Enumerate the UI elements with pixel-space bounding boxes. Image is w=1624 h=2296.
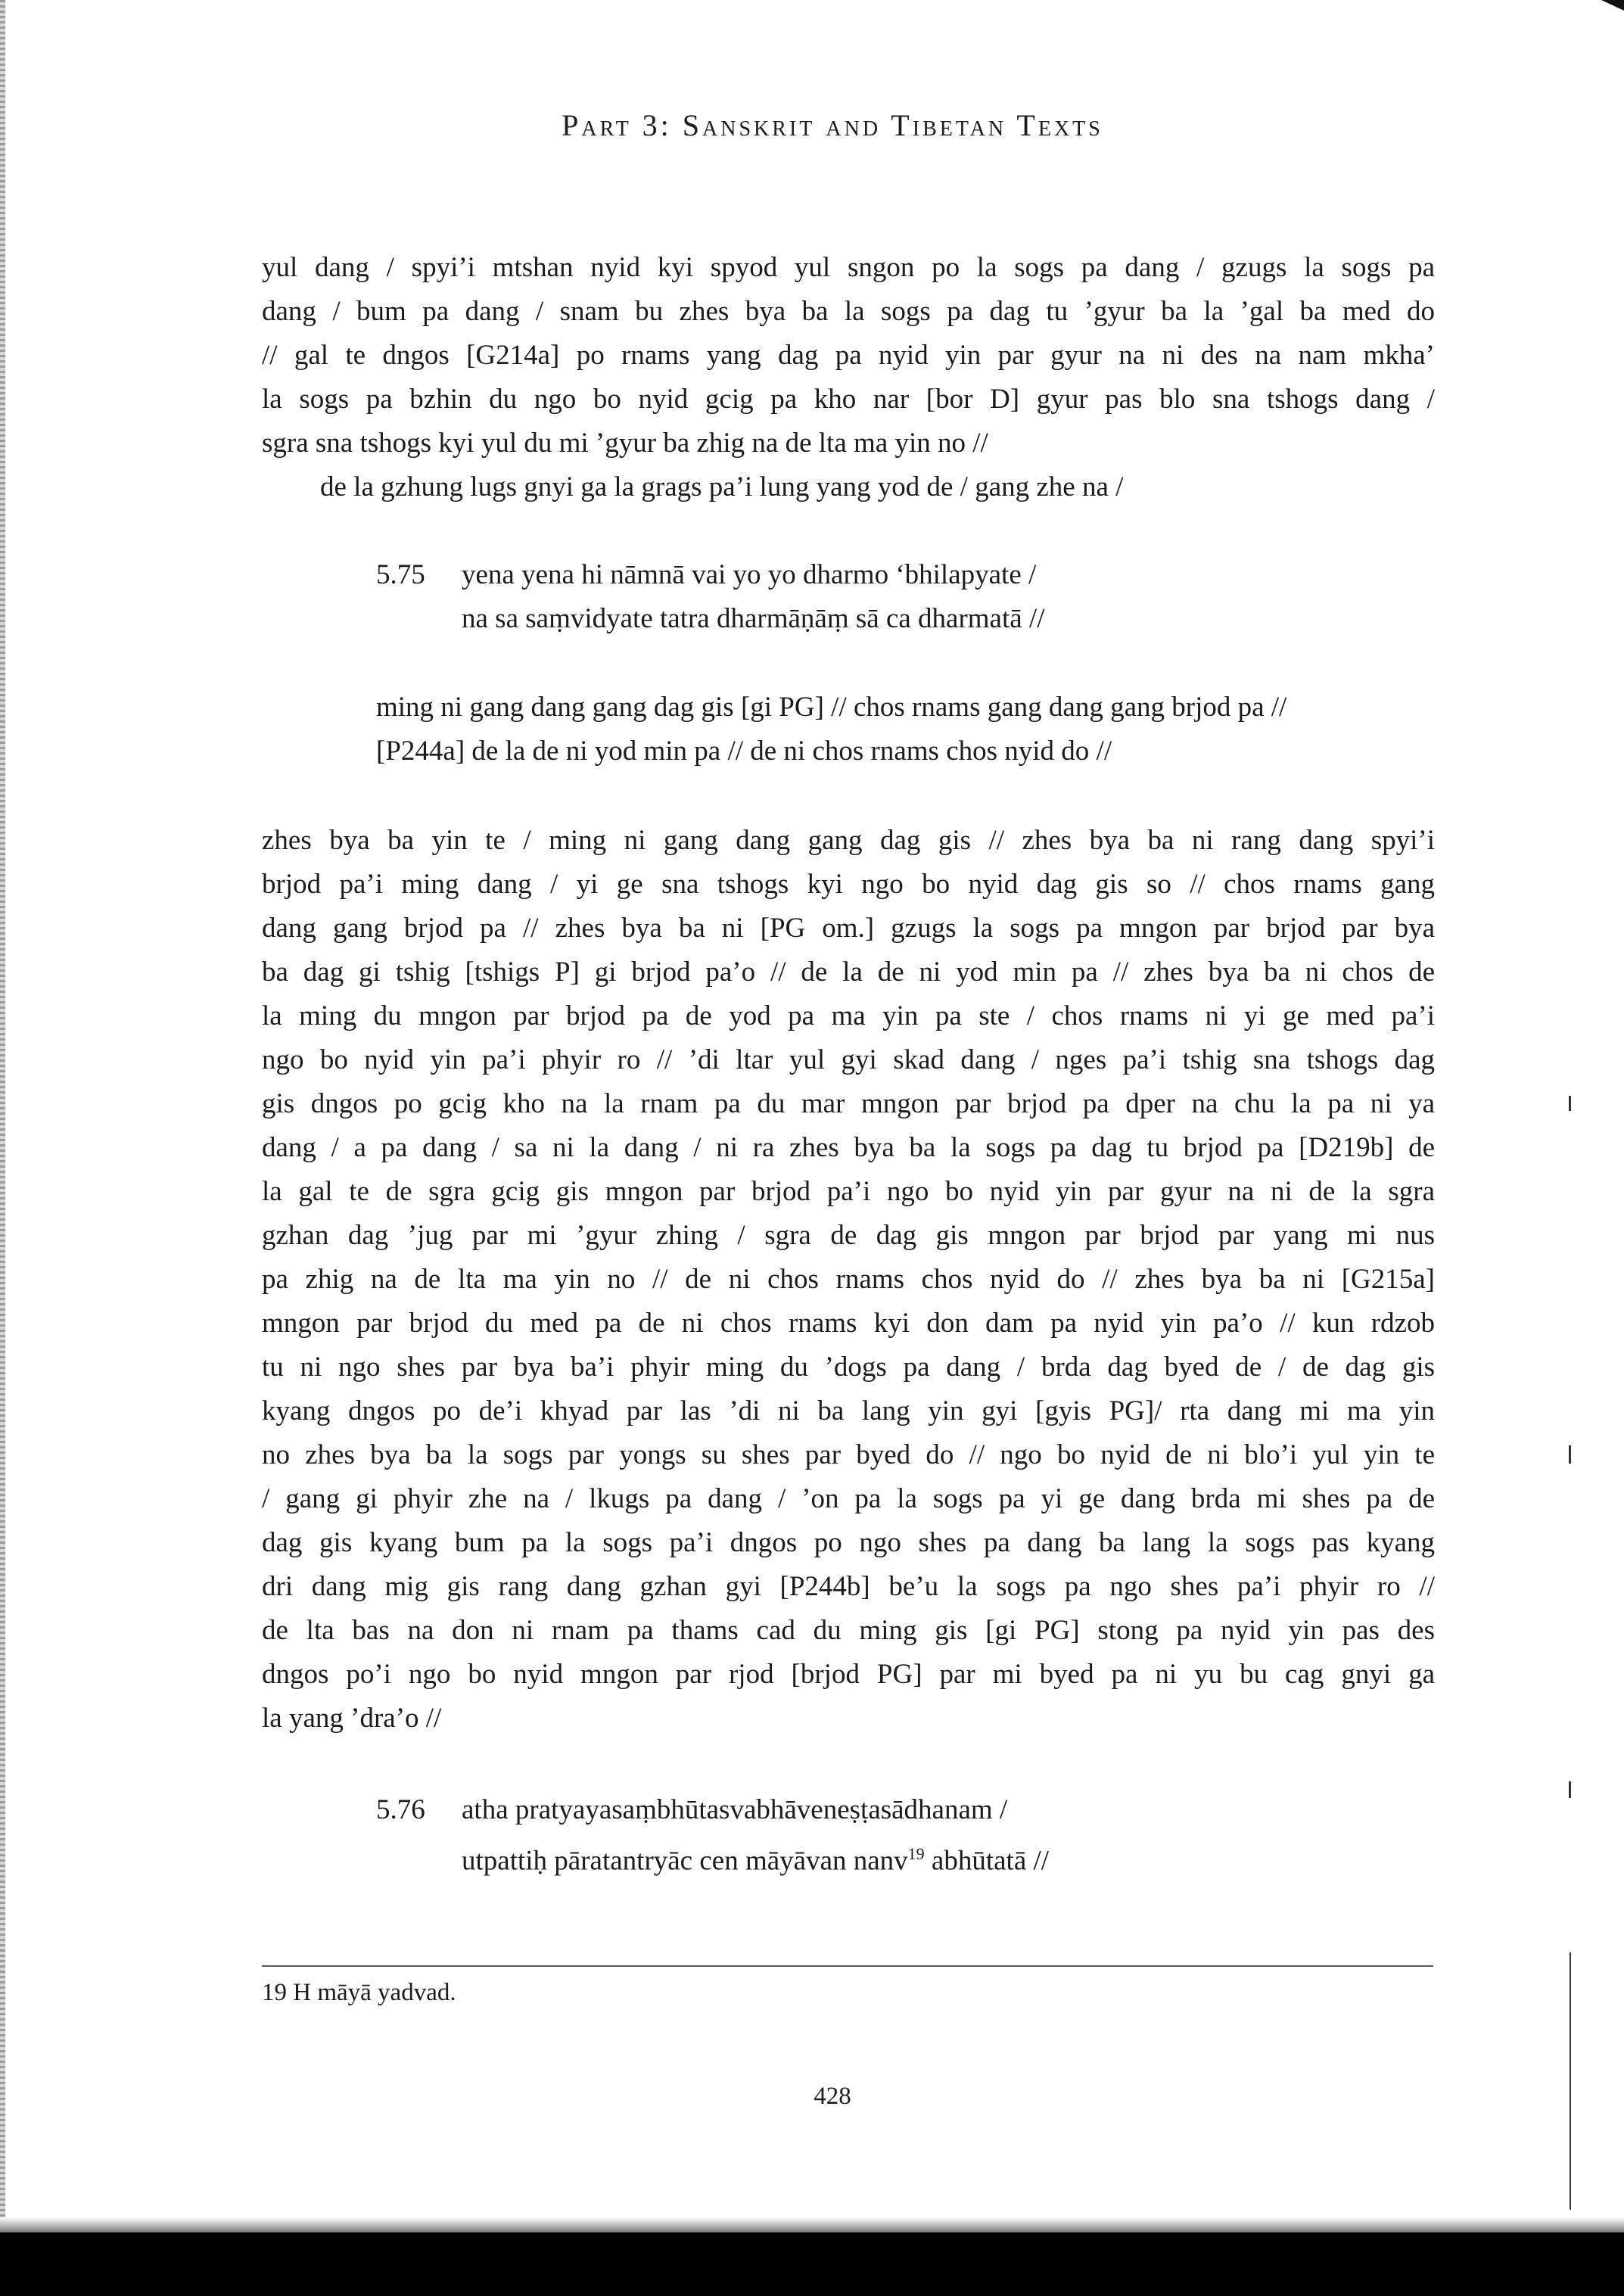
paragraph-1-lines bbox=[262, 246, 1435, 465]
text-line: dang / a pa dang / sa ni la dang / ni ra zhes bya ba la sogs pa dag tu brjod pa [D219b] de bbox=[262, 1132, 1435, 1163]
tibetan-translation-5-75 bbox=[376, 686, 1451, 773]
verse-number: 5.76 bbox=[376, 1794, 425, 1825]
verse-text: yena yena hi nāmnā vai yo yo dharmo ‘bhilapyate / bbox=[462, 559, 1037, 590]
text-line: sgra sna tshogs kyi yul du mi ’gyur ba zhig na de lta ma yin no // bbox=[262, 428, 988, 459]
verse-number-spacer bbox=[376, 597, 462, 641]
text-line: mngon par brjod du med pa de ni chos rnams kyi don dam pa nyid yin pa’o // kun rdzob bbox=[262, 1308, 1435, 1339]
paragraph-1 bbox=[262, 246, 1435, 509]
text-line: pa zhig na de lta ma yin no // de ni chos rnams chos nyid do // zhes bya ba ni [G215a] bbox=[262, 1264, 1435, 1295]
verse-line bbox=[376, 553, 1466, 597]
text-line: dang / bum pa dang / snam bu zhes bya ba la sogs pa dag tu ’gyur ba la ’gal ba med do bbox=[262, 296, 1435, 327]
footnote-text: H māyā yadvad. bbox=[293, 1979, 456, 2006]
text-line: // gal te dngos [G214a] po rnams yang dag pa nyid yin par gyur na ni des na nam mkha’ bbox=[262, 340, 1435, 371]
verse-number-spacer bbox=[376, 1832, 462, 1883]
verse-text: atha pratyayasaṃbhūtasvabhāveneṣṭasādhanam / bbox=[462, 1794, 1008, 1825]
verse-line bbox=[376, 1832, 1466, 1883]
text-line: la ming du mngon par brjod pa de yod pa ma yin pa ste / chos rnams ni yi ge med pa’i bbox=[262, 1000, 1435, 1031]
text-line: la gal te de sgra gcig gis mngon par brjod pa’i ngo bo nyid yin par gyur na ni de la sgra bbox=[262, 1176, 1435, 1207]
text-line: la yang ’dra’o // bbox=[262, 1703, 442, 1734]
translation-line: ming ni gang dang gang dag gis [gi PG] // chos rnams gang dang gang brjod pa // bbox=[376, 692, 1287, 723]
text-line: kyang dngos po de’i khyad par las ’di ni ba lang yin gyi [gyis PG]/ rta dang mi ma yin bbox=[262, 1395, 1435, 1426]
verse-text: na sa saṃvidyate tatra dharmāṇāṃ sā ca dharmatā // bbox=[462, 603, 1045, 634]
verse-line bbox=[376, 1788, 1466, 1832]
verse-number: 5.75 bbox=[376, 559, 425, 590]
running-head: Part 3: Sanskrit and Tibetan Texts bbox=[562, 108, 1103, 142]
footnote-rule bbox=[262, 1965, 1433, 1967]
scan-margin-mark bbox=[1569, 1445, 1571, 1464]
text-line: ba dag gi tshig [tshigs P] gi brjod pa’o // de la de ni yod min pa // zhes bya ba ni chos de bbox=[262, 957, 1435, 988]
text-line: dag gis kyang bum pa la sogs pa’i dngos po ngo shes pa dang ba lang la sogs pas kyang bbox=[262, 1527, 1435, 1558]
footnote bbox=[262, 1971, 456, 2014]
scan-corner-mark bbox=[1601, 0, 1624, 11]
verse-text-part: abhūtatā // bbox=[924, 1845, 1050, 1877]
text-line: la sogs pa bzhin du ngo bo nyid gcig pa kho nar [bor D] gyur pas blo sna tshogs dang / bbox=[262, 384, 1435, 415]
verse-5-75 bbox=[376, 553, 1466, 641]
text-line: de lta bas na don ni rnam pa thams cad du ming gis [gi PG] stong pa nyid yin pas des bbox=[262, 1615, 1435, 1646]
scan-bottom-border bbox=[0, 2232, 1624, 2296]
translation-line: [P244a] de la de ni yod min pa // de ni chos rnams chos nyid do // bbox=[376, 736, 1112, 767]
scan-margin-mark bbox=[1569, 1096, 1571, 1111]
text-line: dang gang brjod pa // zhes bya ba ni [PG om.] gzugs la sogs pa mngon par brjod par bya bbox=[262, 913, 1435, 944]
text-line: brjod pa’i ming dang / yi ge sna tshogs kyi ngo bo nyid dag gis so // chos rnams gang bbox=[262, 869, 1435, 900]
paragraph-3-lines bbox=[262, 819, 1435, 1741]
text-line: dri dang mig gis rang dang gzhan gyi [P244b] be’u la sogs pa ngo shes pa’i phyir ro // bbox=[262, 1571, 1435, 1602]
text-line: zhes bya ba yin te / ming ni gang dang gang dag gis // zhes bya ba ni rang dang spyi’i bbox=[262, 825, 1435, 856]
text-line: dngos po’i ngo bo nyid mngon par rjod [brjod PG] par mi byed pa ni yu bu cag gnyi ga bbox=[262, 1659, 1435, 1690]
paragraph-3 bbox=[262, 819, 1435, 1741]
footnote-reference: 19 bbox=[907, 1844, 925, 1863]
text-line: yul dang / spyi’i mtshan nyid kyi spyod yul sngon po la sogs pa dang / gzugs la sogs pa bbox=[262, 252, 1435, 283]
scan-bottom-fade bbox=[0, 2217, 1624, 2232]
text-line: gis dngos po gcig kho na la rnam pa du mar mngon par brjod pa dper na chu la pa ni ya bbox=[262, 1088, 1435, 1119]
scan-margin-mark bbox=[1570, 1952, 1571, 2210]
scan-margin-mark bbox=[1569, 1781, 1571, 1798]
verse-line bbox=[376, 597, 1466, 641]
footnote-number: 19 bbox=[262, 1979, 287, 2006]
verse-5-76 bbox=[376, 1788, 1466, 1883]
text-line: ngo bo nyid yin pa’i phyir ro // ’di ltar yul gyi skad dang / nges pa’i tshig sna tshogs dag bbox=[262, 1044, 1435, 1075]
page-number: 428 bbox=[814, 2083, 851, 2110]
text-line: tu ni ngo shes par bya ba’i phyir ming du ’dogs pa dang / brda dag byed de / de dag gis bbox=[262, 1352, 1435, 1383]
verse-text bbox=[462, 1832, 1049, 1883]
paragraph-2: de la gzhung lugs gnyi ga la grags pa’i lung yang yod de / gang zhe na / bbox=[320, 471, 1124, 502]
text-line: no zhes bya ba la sogs par yongs su shes par byed do // ngo bo nyid de ni blo’i yul yin te bbox=[262, 1439, 1435, 1470]
text-line: gzhan dag ’jug par mi ’gyur zhing / sgra de dag gis mngon par brjod par yang mi nus bbox=[262, 1220, 1435, 1251]
verse-text-part: utpattiḥ pāratantryāc cen māyāvan nanv bbox=[462, 1845, 908, 1877]
text-line: / gang gi phyir zhe na / lkugs pa dang / ’on pa la sogs pa yi ge dang brda mi shes pa de bbox=[262, 1483, 1435, 1514]
scan-binding-edge bbox=[0, 0, 5, 2217]
